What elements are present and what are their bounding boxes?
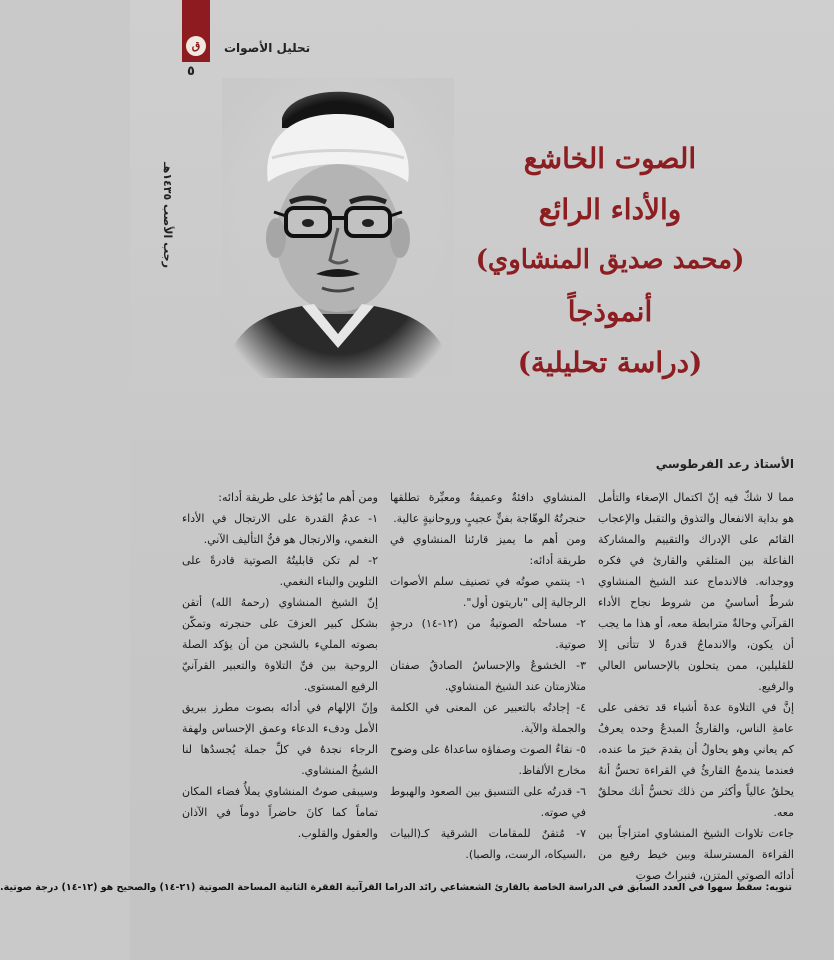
paragraph: إنّ الشيخ المنشاوي (رحمهُ الله) أتقن بشكل كبير العزفَ على حنجرته وتمكّن بصوته المليء بالشجن من أن يؤكد الصلة الروحية بين فنِّ التلاوة والتعبير القرآنيّ الرفيع المستوى. (182, 596, 378, 693)
title-line: (دراسة تحليلية) (517, 346, 703, 379)
issue-date: رجب الأصب ١٤٣٥هـ (161, 161, 174, 268)
list-item: ١- عدمُ القدرة على الارتجال في الأداء النغمي، والارتجال هو فنُّ التأليف الآني. (182, 512, 378, 546)
article-title (460, 142, 760, 400)
title-line: والأداء الرائع (538, 193, 682, 226)
paragraph: ومن أهم ما يميز قارئنا المنشاوي في طريقة أدائه: (390, 533, 586, 567)
title-line: (محمد صديق المنشاوي) (475, 245, 745, 275)
paragraph: ومن أهم ما يُؤخذ على طريقة أدائه: (218, 491, 378, 504)
paragraph: جاءت تلاوات الشيخ المنشاوي امتزاجاً بين القراءة المسترسلة وبين خيط رفيع من أدائه الصوتي المتزن، فنبراتُ صوتِ (598, 827, 794, 882)
text-column-right (598, 487, 794, 882)
list-item: ٧- مُتقنٌ للمقامات الشرقية كـ(البيات ،السيكاه، الرست، والصبا). (390, 827, 586, 861)
page-number: ٥ (187, 64, 195, 79)
list-item: ٢- مساحتُه الصوتيةُ من (١٢-١٤) درجةٍ صوتية. (390, 617, 586, 651)
text-column-middle (390, 487, 586, 867)
paragraph: وإنّ الإلهام في أدائه بصوت مطرز ببريق الأمل ودفء الدعاء وعمق الإحساس ولهفة الرجاء نجدهُ في كلِّ جملة يُجسدُها لنا الشيخُ المنشاوي. (182, 701, 378, 777)
paragraph: وسيبقى صوتُ المنشاوي يملأُ فضاء المكان تماماً كما كانَ حاضراً دوماً في الآذان والعقول والقلوب. (182, 785, 378, 840)
paragraph: المنشاوي دافئةٌ وعميقةٌ ومعبِّرة تطلقها حنجرتُهُ الوهّاجة بفنٍّ عجيبٍ وروحانيةٍ عالية. (390, 491, 586, 525)
list-item: ٤- إجادتُه بالتعبير عن المعنى في الكلمة والجملة والآية. (390, 701, 586, 735)
text-column-left (182, 487, 378, 867)
portrait-photo (222, 78, 454, 378)
list-item: ٥- نقاءُ الصوت وصفاؤه ساعداهُ على وضوح مخارج الألفاظ. (390, 743, 586, 777)
correction-note: تنويه: سقط سهوا في العدد السابق في الدراسة الخاصة بالقارئ الشعشاعي رائد الدراما القرآنية الفقرة الثانية المساحة الصوتية (٢١-١٤) والصحيح هو (١٢-١٤) درجة صوتية. (0, 882, 792, 893)
list-item: ٦- قدرتُه على التنسيق بين الصعود والهبوط في صوته. (390, 785, 586, 819)
list-item: ٢- لم تكن قابليتُهُ الصوتية قادرةً على التلوين والبناء النغمي. (182, 554, 378, 588)
logo-emblem-icon: ق (186, 36, 206, 56)
title-line: الصوت الخاشع (523, 142, 697, 175)
list-item: ٣- الخشوعُ والإحساسُ الصادقُ صفتان متلازمتان عند الشيخ المنشاوي. (390, 659, 586, 693)
list-item: ١- ينتمي صوتُه في تصنيف سلم الأصوات الرجالية إلى "باريتون أول". (390, 575, 586, 609)
magazine-logo (182, 0, 210, 62)
title-line: أنموذجاً (567, 295, 653, 328)
paragraph: إنَّ في التلاوة عدةَ أشياء قد تخفى على عامةِ الناس، والقارئُ المبدعُ وحده يعرفُ كم يعاني وهو يحاولُ أن يقدمَ خيرَ ما عنده، فعندما يندمجُ القارئُ في القراءة تحسُّ أنهُ يحلقُ عالياً وأكثر من ذلك تحسُّ أنك محلقٌ معه. (598, 701, 794, 819)
paragraph: مما لا شكّ فيه إنّ اكتمال الإصغاء والتأمل هو بداية الانفعال والتذوق والتقبل والإعجاب القائم على الإدراك والتقييم والمشاركة الفاعلة بين المتلقي والقارئ في فكره ووجدانه. فالاندماج عند الشيخ المنشاوي شرطٌ أساسيٌ من شروط نجاح الأداء القرآني وحالةٌ مترابطة معه، أو هذا ما يجب أن يكون، والاندماجُ قدرةٌ لا تتأتى إلا للقليلين، ممن يتحلون بالإحساس العالي والرفيع. (598, 491, 794, 693)
section-label: تحليل الأصوات (224, 41, 311, 55)
author-byline: الأستاذ رعد الفرطوسي (655, 457, 794, 471)
